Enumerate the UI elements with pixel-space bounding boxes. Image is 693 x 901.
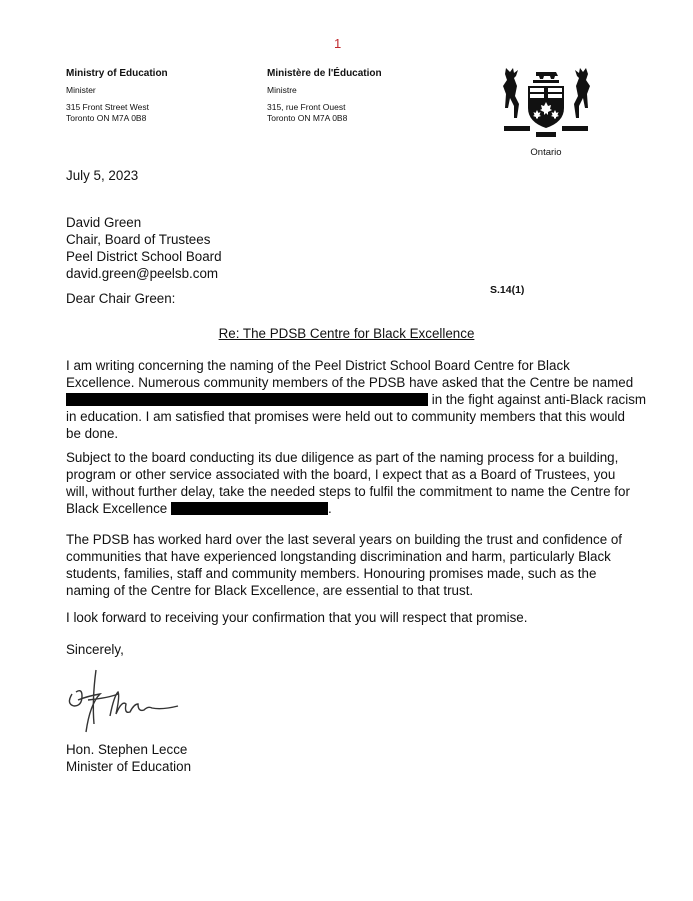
paragraph-line: in education. I am satisfied that promises were held out to community members that this would (66, 409, 625, 424)
letterhead-english (66, 68, 168, 124)
redaction-code: S.14(1) (490, 284, 525, 296)
paragraph-line: naming of the Centre for Black Excellence, are essential to that trust. (66, 583, 474, 598)
paragraph-1 (66, 357, 666, 442)
ontario-label: Ontario (530, 147, 562, 158)
paragraph-text: . (327, 501, 332, 516)
paragraph-text: in the fight against anti-Black racism (428, 392, 647, 407)
signatory-title: Minister of Education (66, 759, 192, 774)
paragraph-line: communities that have experienced longstanding discrimination and harm, particularly Black (66, 549, 611, 564)
paragraph-line (66, 391, 666, 408)
paragraph-4: I look forward to receiving your confirmation that you will respect that promise. (66, 610, 528, 625)
role-en: Minister (66, 85, 96, 95)
recipient-block (66, 214, 222, 282)
paragraph-line: program or other service associated with the board, I expect that as a Board of Trustees, you (66, 467, 616, 482)
address-line2-fr: Toronto ON M7A 0B8 (267, 113, 348, 123)
recipient-name: David Green (66, 215, 142, 230)
letterhead-french (267, 68, 382, 124)
closing: Sincerely, (66, 642, 124, 657)
paragraph-line: Subject to the board conducting its due diligence as part of the naming process for a building, (66, 450, 619, 465)
signatory-name: Hon. Stephen Lecce (66, 742, 188, 757)
page-number: 1 (334, 36, 342, 51)
recipient-title: Chair, Board of Trustees (66, 232, 211, 247)
ministry-name-fr: Ministère de l'Éducation (267, 68, 382, 79)
paragraph-text: Black Excellence (66, 501, 171, 516)
address-line1-en: 315 Front Street West (66, 102, 149, 112)
paragraph-line: Excellence. Numerous community members of the PDSB have asked that the Centre be named (66, 375, 634, 390)
ontario-logo (500, 64, 592, 158)
ministry-name-en: Ministry of Education (66, 68, 168, 79)
paragraph-2 (66, 449, 666, 517)
salutation: Dear Chair Green: (66, 291, 176, 306)
coat-of-arms-icon (500, 64, 592, 142)
paragraph-line: students, families, staff and community members. Honouring promises made, such as the (66, 566, 597, 581)
paragraph-3 (66, 531, 666, 599)
address-line1-fr: 315, rue Front Ouest (267, 102, 346, 112)
signatory-block (66, 741, 191, 775)
recipient-organization: Peel District School Board (66, 249, 222, 264)
role-fr: Ministre (267, 85, 297, 95)
redaction-block (171, 502, 328, 515)
paragraph-line: be done. (66, 426, 119, 441)
redaction-block (66, 393, 428, 406)
address-line2-en: Toronto ON M7A 0B8 (66, 113, 147, 123)
subject-line: Re: The PDSB Centre for Black Excellence (218, 326, 475, 341)
paragraph-line: will, without further delay, take the needed steps to fulfil the commitment to name the Centre for (66, 484, 630, 499)
letter-date: July 5, 2023 (66, 168, 139, 183)
paragraph-line: I am writing concerning the naming of the Peel District School Board Centre for Black (66, 358, 570, 373)
paragraph-line (66, 500, 666, 517)
recipient-email: david.green@peelsb.com (66, 266, 219, 281)
paragraph-line: The PDSB has worked hard over the last several years on building the trust and confidence of (66, 532, 623, 547)
signature-image (64, 664, 194, 736)
